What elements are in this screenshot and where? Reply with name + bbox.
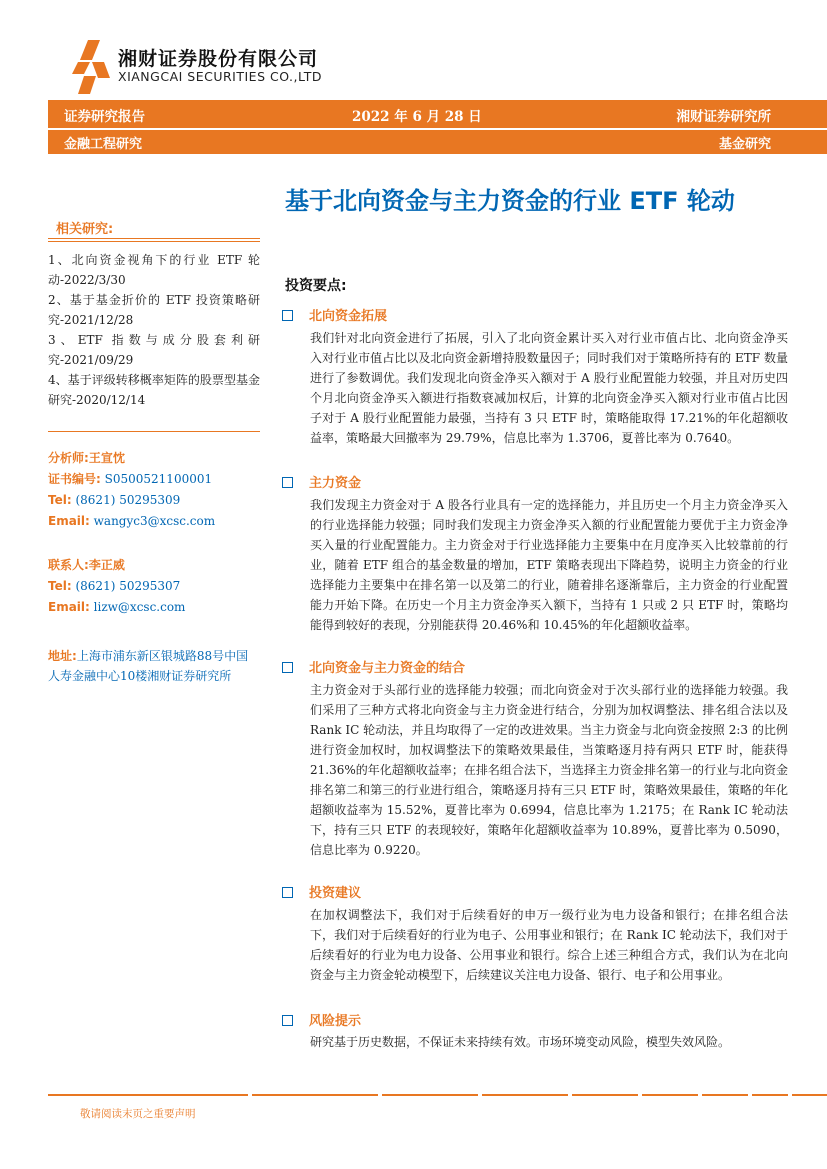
contact-info: [48, 555, 268, 618]
key-points-heading: 投资要点:: [285, 278, 347, 294]
tel2-value: (8621) 50295307: [75, 579, 181, 593]
related-item[interactable]: 3、ETF 指数与成分股套利研究-2021/09/29: [48, 333, 260, 367]
category-band: [48, 130, 827, 154]
section-heading: [282, 1010, 361, 1029]
tel-label: Tel:: [48, 493, 72, 507]
contact-name: 李正威: [88, 558, 125, 572]
cert-value: S0500521100001: [104, 472, 213, 486]
section-heading-text: 主力资金: [309, 476, 362, 491]
section-body: 研究基于历史数据，不保证未来持续有效。市场环境变动风险，模型失效风险。: [310, 1035, 731, 1049]
related-item[interactable]: 1、北向资金视角下的行业 ETF 轮动-2022/3/30: [48, 253, 260, 287]
report-type: 证券研究报告: [64, 109, 145, 125]
tel-value: (8621) 50295309: [75, 493, 181, 507]
footer-disclaimer: 敬请阅读末页之重要声明: [80, 1108, 196, 1120]
email-value[interactable]: wangyc3@xcsc.com: [93, 514, 216, 528]
related-research-list: [48, 250, 260, 410]
divider: [48, 431, 260, 432]
checkbox-icon: [282, 662, 293, 673]
divider: [48, 241, 260, 242]
divider: [48, 238, 260, 239]
analyst-name: 王宣忱: [88, 451, 125, 465]
email-label: Email:: [48, 514, 90, 528]
section-heading-text: 北向资金与主力资金的结合: [309, 661, 466, 676]
report-subcategory: 基金研究: [718, 137, 771, 152]
section-body: 我们针对北向资金进行了拓展，引入了北向资金累计买入对行业市值占比、北向资金净买入对行业市值占比以及北向资金新增持股数量因子；同时我们对于策略所持有的 ETF 数量进行了参数调优。我们发现北向资金净买入额对于 A 股行业配置能力较强，并且对历史四个月北向资金净买入额进行指数衰减加权后，计算的北向资金净买入额对行业市值占比因子对于 A 股行业配置能力最强，当持有 3 只 ETF 时，策略能取得 17.21%的年化超额收益率，策略最大回撤率为 29.79%，信息比率为 1.3706，夏普比率为 0.7640。: [310, 331, 788, 445]
section-heading: [282, 882, 361, 901]
analyst-label: 分析师:: [48, 451, 89, 465]
footer-divider: [48, 1093, 827, 1097]
section-heading-text: 投资建议: [309, 886, 362, 901]
contact-label: 联系人:: [48, 558, 89, 572]
address-value: 上海市浦东新区银城路88号中国人寿金融中心10楼湘财证券研究所: [48, 649, 249, 683]
related-item[interactable]: 2、基于基金折价的 ETF 投资策略研究-2021/12/28: [48, 293, 260, 327]
section-body: 我们发现主力资金对于 A 股各行业具有一定的选择能力，并且历史一个月主力资金净买入的行业选择能力较强；同时我们发现主力资金净买入额的行业配置能力要优于主力资金净买入量的行业配置能力。主力资金对于行业选择能力主要集中在月度净买入比较靠前的行业，随着 ETF 组合的基金数量的增加，ETF 策略表现出下降趋势，说明主力资金的行业选择能力主要集中在排名第一以及第二的行业，随着排名逐渐靠后，主力资金的行业配置能力开始下降。在历史一个月主力资金净买入额下，当持有 1 只或 2 只 ETF 时，策略均能得到较好的表现，分别能获得 20.46%和 10.45%的年化超额收益率。: [310, 498, 788, 632]
related-item[interactable]: 4、基于评级转移概率矩阵的股票型基金研究-2020/12/14: [48, 373, 260, 407]
checkbox-icon: [282, 310, 293, 321]
company-name-en: XIANGCAI SECURITIES CO.,LTD: [118, 69, 322, 84]
related-research-title: 相关研究:: [56, 222, 114, 237]
report-category: 金融工程研究: [64, 137, 143, 152]
address-label: 地址:: [48, 649, 77, 663]
address: [48, 646, 260, 686]
checkbox-icon: [282, 1015, 293, 1026]
company-logo-icon: [70, 38, 110, 96]
checkbox-icon: [282, 887, 293, 898]
header-band: [48, 100, 827, 128]
email2-label: Email:: [48, 600, 90, 614]
report-date: 2022 年 6 月 28 日: [352, 109, 482, 125]
section-heading-text: 北向资金拓展: [309, 309, 388, 324]
checkbox-icon: [282, 477, 293, 488]
section-heading-text: 风险提示: [309, 1014, 362, 1029]
cert-label: 证书编号:: [48, 472, 101, 486]
analyst-info: [48, 448, 268, 532]
section-heading: [282, 305, 387, 324]
company-name-cn: 湘财证券股份有限公司: [118, 48, 319, 70]
section-body: 在加权调整法下，我们对于后续看好的申万一级行业为电力设备和银行；在排名组合法下，我们对于后续看好的行业为电子、公用事业和银行；在 Rank IC 轮动法下，我们对于后续看好的行业为电力设备、公用事业和银行。综合上述三种组合方式，我们认为在北向资金与主力资金轮动模型下，后续建议关注电力设备、银行、电子和公用事业。: [310, 908, 788, 982]
section-heading: [282, 657, 465, 676]
page-title: 基于北向资金与主力资金的行业 ETF 轮动: [285, 187, 735, 215]
institute-name: 湘财证券研究所: [676, 109, 771, 125]
tel2-label: Tel:: [48, 579, 72, 593]
section-heading: [282, 472, 361, 491]
email2-value[interactable]: lizw@xcsc.com: [93, 600, 186, 614]
section-body: 主力资金对于头部行业的选择能力较强；而北向资金对于次头部行业的选择能力较强。我们采用了三种方式将北向资金与主力资金进行结合，分别为加权调整法、排名组合法以及 Rank IC 轮动法，并且均取得了一定的改进效果。当主力资金与北向资金按照 2:3 的比例进行资金加权时，加权调整法下的策略效果最佳，当策略逐月持有两只 ETF 时，能获得 21.36%的年化超额收益率；在排名组合法下，当选择主力资金排名第一的行业与北向资金排名第二和第三的行业进行组合，策略逐月持有三只 ETF 时，策略效果最佳，策略的年化超额收益率为 15.52%，夏普比率为 0.6994，信息比率为 1.2175；在 Rank IC 轮动法下，持有三只 ETF 的表现较好，策略年化超额收益率为 10.89%，夏普比率为 0.5090，信息比率为 0.9220。: [310, 683, 788, 857]
